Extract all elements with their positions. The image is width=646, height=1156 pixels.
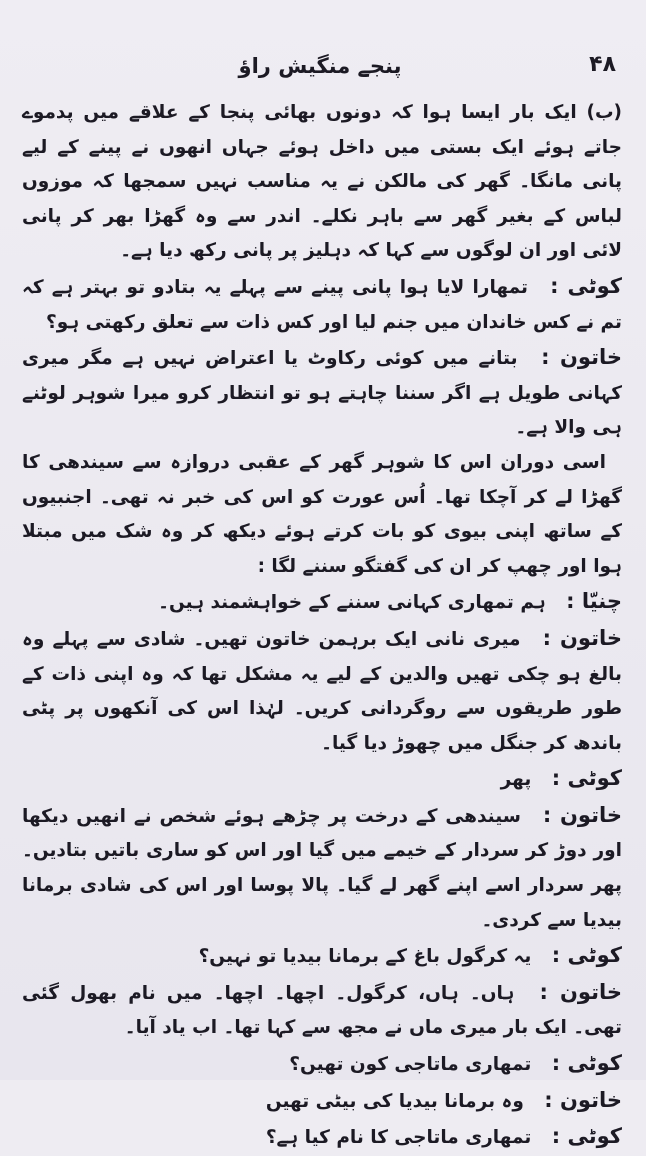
speaker-name: کوٹی : [551, 943, 622, 968]
speaker-name: کوٹی : [551, 1051, 622, 1076]
paragraph-text: اسی دوران اس کا شوہر گھر کے عقبی دروازہ سے سیندھی کا گھڑا لے کر آچکا تھا۔ اُس عورت کو اس کی خبر نہ تھی۔ اجنبیوں کے ساتھ اپنی بیوی کو بات کرتے ہوئے دیکھ کر وہ شک میں مبتلا ہوا اور چھپ کر ان کی گفتگو سننے لگا : [22, 451, 622, 577]
speaker-name: خاتون : [544, 1087, 622, 1112]
dialogue-text: تمھاری ماتاجی کا نام کیا ہے؟ [265, 1127, 532, 1149]
speaker-name: کوٹی : [550, 273, 622, 298]
dialogue-line [22, 621, 622, 761]
dialogue-line [22, 1046, 622, 1083]
dialogue-text: پھر [500, 769, 532, 791]
dialogue-text: ہم تمھاری کہانی سننے کے خواہشمند ہیں۔ [158, 592, 546, 614]
body-text [22, 96, 622, 1156]
dialogue-line [22, 798, 622, 938]
paragraph-text: (ب) ایک بار ایسا ہوا کہ دونوں بھائی پنجا کے علاقے میں پدموے جاتے ہوئے ایک بستی میں داخل ہوئے جہاں انھوں نے پینے کے لیے پانی مانگا۔ گھر کی مالکن نے یہ مناسب نہیں سمجھا کہ موزوں لباس کے بغیر گھر سے باہر نکلے۔ اندر سے وہ گھڑا بھر کر پانی لائی اور ان لوگوں سے کہا کہ دہلیز پر پانی رکھ دیا ہے۔ [22, 102, 622, 262]
speaker-name: خاتون : [539, 979, 622, 1004]
page-header [24, 48, 616, 88]
dialogue-text: بتانے میں کوئی رکاوٹ یا اعتراض نہیں ہے مگر میری کہانی طویل ہے اگر سننا چاہتے ہو تو انتظار کرو میرا شوہر لوٹنے ہی والا ہے۔ [22, 348, 622, 439]
speaker-name: چنیّا : [566, 589, 622, 614]
dialogue-text: تمھاری ماتاجی کون تھیں؟ [289, 1054, 532, 1076]
paragraph [22, 96, 622, 269]
paragraph [22, 446, 622, 584]
dialogue-text: تمھارا لایا ہوا پانی پینے سے پہلے یہ بتادو تو بہتر ہے کہ تم نے کس خاندان میں جنم لیا اور کس ذات سے تعلق رکھتی ہو؟ [22, 276, 622, 333]
dialogue-text: میری نانی ایک برہمن خاتون تھیں۔ شادی سے پہلے وہ بالغ ہو چکی تھیں والدین کے لیے یہ مشکل تھا کہ وہ اپنی ذات کے طور طریقوں سے روگردانی کریں۔ لہٰذا اس کی آنکھوں پر پٹی باندھ کر جنگل میں چھوڑ دیا گیا۔ [22, 628, 622, 754]
dialogue-text: ہاں۔ ہاں، کرگول۔ اچھا۔ اچھا۔ میں نام بھول گئی تھی۔ ایک بار میری ماں نے مجھ سے کہا تھا۔ اب یاد آیا۔ [22, 982, 622, 1039]
dialogue-line [22, 269, 622, 340]
page-number: ۴۸ [589, 52, 616, 77]
dialogue-line [22, 761, 622, 798]
dialogue-text: سیندھی کے درخت پر چڑھے ہوئے شخص نے انھیں دیکھا اور دوڑ کر سردار کے خیمے میں گیا اور اس کو ساری باتیں بتادیں۔ پھر سردار اسے اپنے گھر لے گیا۔ پالا پوسا اور اس کی شادی برمانا بیدیا سے کردی۔ [22, 805, 622, 931]
dialogue-text: یہ کرگول باغ کے برمانا بیدیا تو نہیں؟ [198, 946, 532, 968]
dialogue-line [22, 340, 622, 446]
speaker-name: خاتون : [542, 802, 622, 827]
speaker-name: کوٹی : [551, 1124, 622, 1149]
speaker-name: خاتون : [541, 345, 622, 370]
speaker-name: خاتون : [542, 625, 622, 650]
dialogue-text: وہ برمانا بیدیا کی بیٹی تھیں [265, 1090, 524, 1112]
running-title: پنجے منگیش راؤ [238, 54, 402, 78]
dialogue-line [22, 1083, 622, 1120]
speaker-name: کوٹی : [551, 766, 622, 791]
dialogue-line [22, 938, 622, 975]
dialogue-line [22, 584, 622, 621]
dialogue-line [22, 975, 622, 1046]
dialogue-line [22, 1119, 622, 1156]
